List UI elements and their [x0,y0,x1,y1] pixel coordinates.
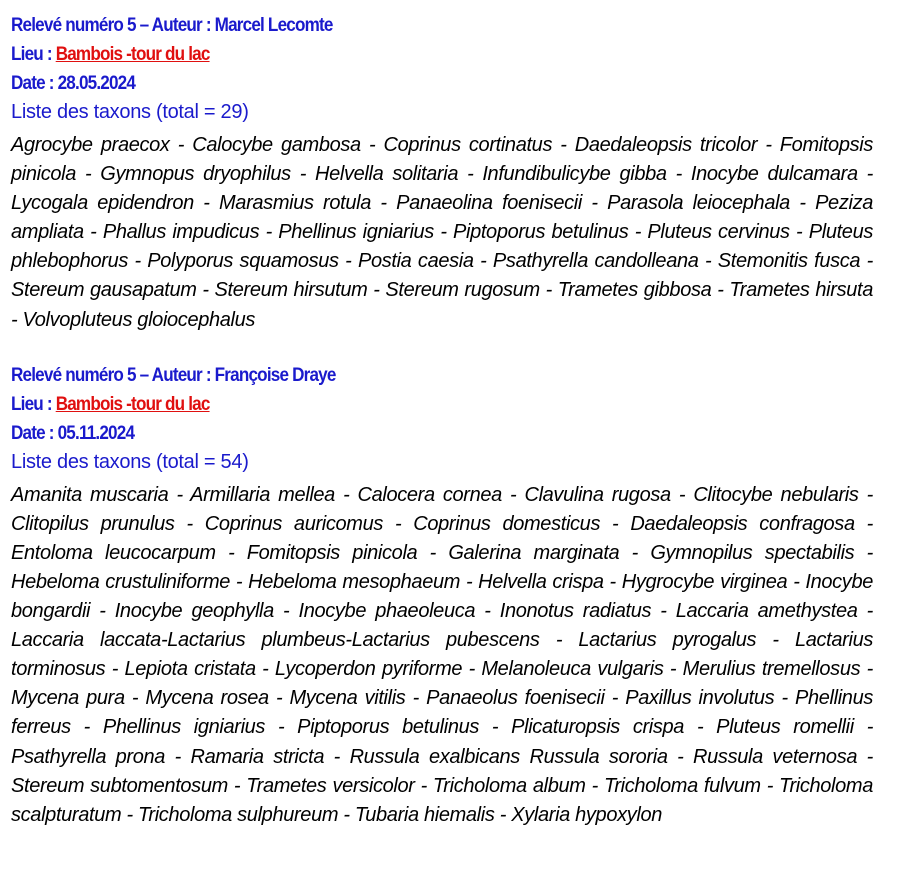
location-label: Lieu : [11,44,56,65]
author-name: Marcel Lecomte [214,15,333,36]
record-date-line [11,419,787,448]
document-page [11,11,873,850]
location-link[interactable]: Bambois -tour du lac [55,44,210,65]
record-author-line [11,11,787,40]
record-1 [11,11,873,335]
date-label: Date : [11,422,58,444]
record-2 [11,361,873,830]
record-number-label: Relevé numéro 5 – Auteur : [11,364,215,386]
date-label: Date : [11,73,58,94]
taxa-list-title: Liste des taxons (total = 29) [11,101,249,123]
author-name: Françoise Draye [214,364,336,386]
record-number-label: Relevé numéro 5 – Auteur : [11,15,215,36]
record-location-line [11,40,787,69]
location-label: Lieu : [11,393,56,415]
taxa-list: Amanita muscaria - Armillaria mellea - Calocera cornea - Clavulina rugosa - Clitocybe nebularis - Clitopilus prunulus - Coprinus auricomus - Coprinus domesticus - Daedaleopsis confragosa - Entoloma leucocarpum - Fomitopsis pinicola - Galerina marginata - Gymnopilus spectabilis - Hebeloma crustuliniforme - Hebeloma mesophaeum - Helvella crispa - Hygrocybe virginea - Inocybe bongardii - Inocybe geophylla - Inocybe phaeoleuca - Inonotus radiatus - Laccaria amethystea -Laccaria laccata-Lactarius plumbeus-Lactarius pubescens - Lactarius pyrogalus - Lactarius torminosus - Lepiota cristata - Lycoperdon pyriforme - Melanoleuca vulgaris - Merulius tremellosus - Mycena pura - Mycena rosea - Mycena vitilis - Panaeolus foenisecii - Paxillus involutus - Phellinus ferreus - Phellinus igniarius - Piptoporus betulinus - Plicaturopsis crispa - Pluteus romellii - Psathyrella prona - Ramaria stricta - Russula exalbicans Russula sororia - Russula veternosa - Stereum subtomentosum - Trametes versicolor - Tricholoma album - Tricholoma fulvum - Tricholoma scalpturatum - Tricholoma sulphureum - Tubaria hiemalis - Xylaria hypoxylon [11,483,873,826]
date-value: 28.05.2024 [57,73,136,94]
taxa-list-title: Liste des taxons (total = 54) [11,450,249,473]
record-author-line [11,361,787,390]
date-value: 05.11.2024 [57,422,135,444]
record-location-line [11,390,787,419]
taxa-list: Agrocybe praecox - Calocybe gambosa - Coprinus cortinatus - Daedaleopsis tricolor - Fomitopsis pinicola - Gymnopus dryophilus - Helvella solitaria - Infundibulicybe gibba - Inocybe dulcamara - Lycogala epidendron - Marasmius rotula - Panaeolina foenisecii - Parasola leiocephala - Peziza ampliata - Phallus impudicus - Phellinus igniarius - Piptoporus betulinus - Pluteus cervinus - Pluteus phlebophorus - Polyporus squamosus - Postia caesia - Psathyrella candolleana - Stemonitis fusca - Stereum gausapatum - Stereum hirsutum - Stereum rugosum - Trametes gibbosa - Trametes hirsuta - Volvopluteus gloiocephalus [11,134,873,331]
location-link[interactable]: Bambois -tour du lac [55,393,210,415]
record-date-line [11,69,787,98]
